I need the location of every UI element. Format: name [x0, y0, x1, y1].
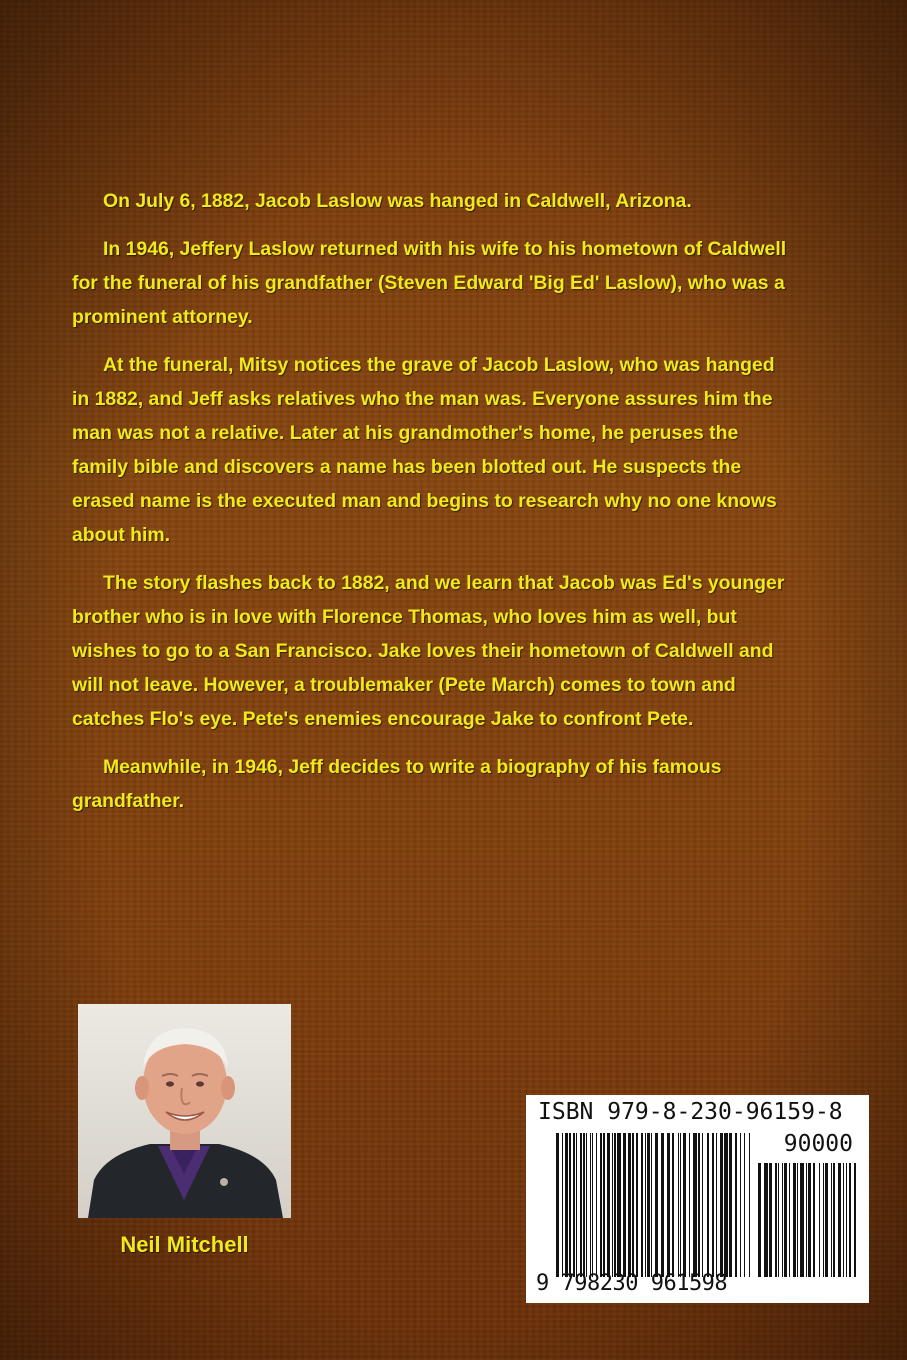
- barcode-bar: [778, 1163, 779, 1277]
- barcode-bar: [636, 1133, 638, 1277]
- barcode-bar: [661, 1133, 664, 1277]
- barcode-bar: [813, 1163, 815, 1277]
- barcode-bar: [623, 1133, 626, 1277]
- barcode-bar: [583, 1133, 585, 1277]
- barcode-bar: [729, 1133, 732, 1277]
- barcode-bar: [782, 1163, 783, 1277]
- barcode-bar: [612, 1133, 613, 1277]
- barcode-bar: [580, 1133, 582, 1277]
- barcode-bar: [838, 1163, 841, 1277]
- barcode-number: 9 798230 961598: [536, 1271, 728, 1296]
- barcode-bar: [651, 1133, 652, 1277]
- barcode-bar: [819, 1163, 820, 1277]
- barcode-bar: [707, 1133, 709, 1277]
- barcode-bar: [617, 1133, 621, 1277]
- barcode-bar: [592, 1133, 593, 1277]
- barcode-bar: [712, 1133, 714, 1277]
- blurb-paragraph-5: Meanwhile, in 1946, Jeff decides to write a biography of his famous grandfather.: [72, 756, 722, 812]
- author-photo: [78, 1004, 291, 1218]
- barcode-bar: [825, 1163, 828, 1277]
- barcode-bar: [769, 1163, 772, 1277]
- barcode-bar: [823, 1163, 824, 1277]
- barcode-bar: [758, 1163, 761, 1277]
- barcode-bar: [645, 1133, 646, 1277]
- back-cover-blurb: [72, 184, 787, 832]
- barcode-bar: [793, 1163, 796, 1277]
- barcode-bar: [764, 1163, 768, 1277]
- barcode-bar: [800, 1163, 804, 1277]
- blurb-paragraph-4: The story flashes back to 1882, and we learn that Jacob was Ed's younger brother who is in love with Florence Thomas, who loves him as well, but wishes to go to a San Francisco. Jake loves their hometown of Caldwell and will not leave. However, a troublemaker (Pete March) comes to town and catches Flo's eye. Pete's enemies encourage Jake to confront Pete.: [72, 572, 785, 730]
- barcode-bar: [784, 1163, 787, 1277]
- barcode-bar: [833, 1163, 835, 1277]
- barcode-bar: [655, 1133, 658, 1277]
- barcode-bar: [806, 1163, 807, 1277]
- barcode-bar: [628, 1133, 631, 1277]
- barcode-bar: [698, 1133, 700, 1277]
- barcode-bar: [667, 1133, 670, 1277]
- barcode-bar: [854, 1163, 856, 1277]
- barcode-bar: [702, 1133, 703, 1277]
- barcode-bar: [720, 1133, 723, 1277]
- blurb-paragraph-3: At the funeral, Mitsy notices the grave of Jacob Laslow, who was hanged in 1882, and Jeff asks relatives who the man was. Everyone assures him the man was not a relative. Later at his grandmother's home, he peruses the family bible and discovers a name has been blotted out. He suspects the erased name is the executed man and begins to research why no one knows about him.: [72, 354, 777, 546]
- barcode-bar: [556, 1133, 559, 1277]
- barcode-bar: [689, 1133, 690, 1277]
- barcode-bar: [603, 1133, 605, 1277]
- barcode-bar: [749, 1133, 750, 1277]
- barcode-bar: [789, 1163, 790, 1277]
- barcode-bar: [716, 1133, 717, 1277]
- barcode-bar: [632, 1133, 634, 1277]
- isbn-barcode: [526, 1095, 869, 1303]
- barcode-bar: [590, 1133, 591, 1277]
- barcode-bar: [744, 1133, 745, 1277]
- author-name: Neil Mitchell: [120, 1232, 249, 1257]
- author-portrait-illustration: [78, 1004, 291, 1218]
- barcode-bar: [775, 1163, 777, 1277]
- barcode-bar: [846, 1163, 847, 1277]
- barcode-bar: [586, 1133, 587, 1277]
- barcode-bar: [565, 1133, 568, 1277]
- barcode-bar: [797, 1163, 798, 1277]
- barcode-bar: [596, 1133, 597, 1277]
- barcode-bar: [672, 1133, 674, 1277]
- barcode-bar: [735, 1133, 737, 1277]
- barcode-bar: [831, 1163, 832, 1277]
- barcode-bar: [843, 1163, 844, 1277]
- barcode-bar: [607, 1133, 610, 1277]
- barcode-bar: [562, 1133, 563, 1277]
- barcode-bar: [808, 1163, 811, 1277]
- barcode-bar: [573, 1133, 575, 1277]
- barcode-bar: [647, 1133, 650, 1277]
- barcode-bar: [740, 1133, 741, 1277]
- barcode-bar: [576, 1133, 577, 1277]
- barcode-bar: [683, 1133, 686, 1277]
- blurb-paragraph-1: On July 6, 1882, Jacob Laslow was hanged in Caldwell, Arizona.: [103, 190, 692, 212]
- barcode-bar: [600, 1133, 602, 1277]
- barcode-bar: [641, 1133, 643, 1277]
- barcode-bar: [849, 1163, 851, 1277]
- barcode-bar: [680, 1133, 681, 1277]
- barcode-bar: [678, 1133, 679, 1277]
- isbn-label: ISBN 979-8-230-96159-8: [538, 1099, 843, 1125]
- barcode-bar: [569, 1133, 571, 1277]
- barcode-bar: [724, 1133, 728, 1277]
- blurb-paragraph-2: In 1946, Jeffery Laslow returned with his wife to his hometown of Caldwell for the funeral of his grandfather (Steven Edward 'Big Ed' Laslow), who was a prominent attorney.: [72, 238, 787, 328]
- barcode-bar: [614, 1133, 616, 1277]
- barcode-addon-number: 90000: [783, 1131, 853, 1157]
- barcode-bar: [693, 1133, 697, 1277]
